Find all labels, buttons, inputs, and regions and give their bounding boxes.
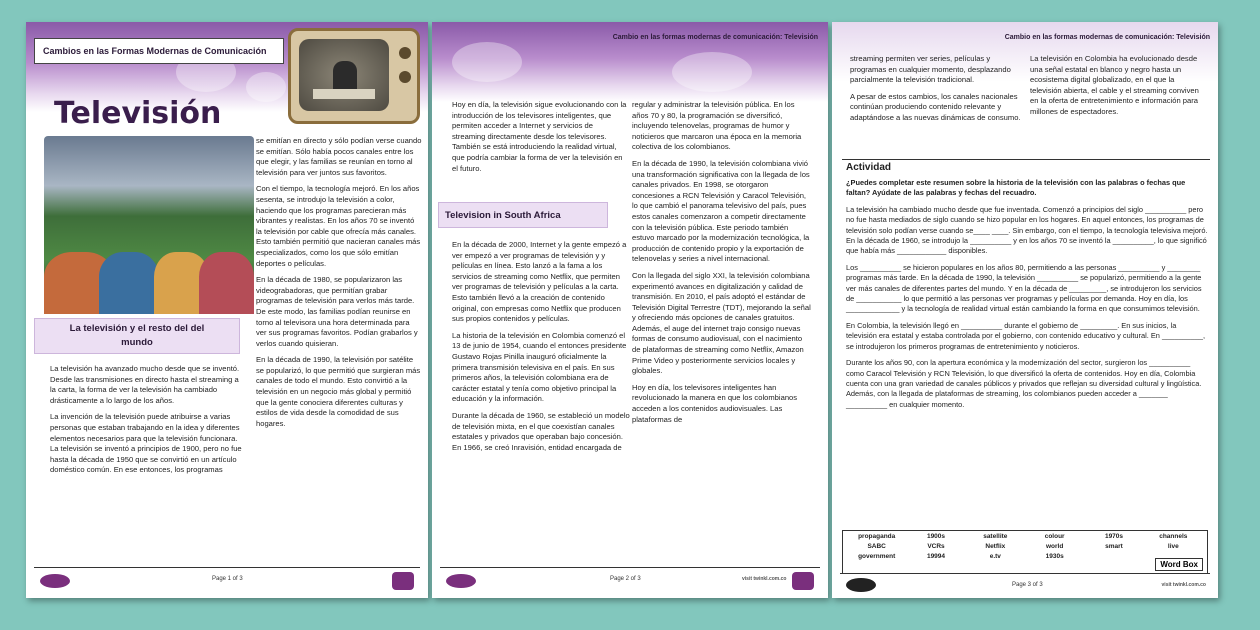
family-watching-tv-image — [44, 136, 254, 314]
word-box-item: 1930s — [1045, 553, 1064, 560]
word-box-item: SABC — [867, 543, 886, 550]
word-box-item: live — [1167, 543, 1179, 550]
paragraph: La historia de la televisión en Colombia comenzó el 13 de junio de 1954, cuando el entonces presidente Gustavo Rojas Pinilla inauguró oficialmente la primera transmisión televisiva en el país. En sus primeros años, la televisión colombiana era de carácter estatal y tenía como objetivo principal la educación y la información. — [452, 330, 627, 404]
column-left — [452, 100, 628, 180]
page-2 — [432, 22, 828, 598]
paragraph: Hoy en día, la televisión sigue evolucionando con la introducción de los televisores inteligentes, que permiten acceder a Internet y servicios de streaming directamente desde los televisores. También se está introduciendo la realidad virtual, que podría cambiar la forma de ver la televisión en el futuro. — [452, 100, 627, 173]
paragraph: La televisión en Colombia ha evolucionado desde una señal estatal en blanco y negro hasta un ecosistema digital globalizado, en el que la televisión abierta, el cable y el streaming conviven en la oferta de entretenimiento e información para millones de espectadores. — [1030, 54, 1199, 116]
column-right — [256, 136, 422, 435]
twinkl-logo-icon — [40, 574, 70, 588]
paragraph: La televisión ha avanzado mucho desde que se inventó. Desde las transmisiones en directo hasta el streaming a la carta, la forma de ver la televisión ha cambiado drásticamente a lo largo de los años. — [50, 364, 240, 405]
word-box-item: e.tv — [989, 553, 1001, 560]
series-title-box: Cambios en las Formas Modernas de Comunicación — [34, 38, 284, 64]
word-box-item: 1970s — [1104, 533, 1124, 540]
word-box-item: 1900s — [926, 533, 946, 540]
word-box-item: satellite — [983, 533, 1008, 540]
page-1 — [26, 22, 428, 598]
column-right — [632, 100, 812, 431]
footer-url: visit twinkl.com.co — [742, 576, 787, 582]
paragraph: En la década de 1980, se popularizaron las videograbadoras, que permitían grabar programas de televisión para verlos más tarde. De este modo, las familias podían reunirse en torno al televisora una hora determinada para ver sus programas favoritos. Podían grabarlos y verlos cuando quisieran. — [256, 275, 418, 348]
paragraph: En la década de 1990, la televisión por satélite se popularizó, lo que permitió que surgieran más canales de todo el mundo. Esto convirtió a la televisión en un negocio más global y permitió que la gente conociera diferentes culturas y estilos de vida desde la comodidad de sus hogares. — [256, 355, 421, 428]
paragraph: La invención de la televisión puede atribuirse a varias personas que estaban trabajando en la idea y diferentes elementos necesarios para que la televisión funcionara. La televisión se inventó a principios de 1900, pero no fue hasta la década de 1950 que se convirtió en un artículo doméstico común. En ese entonces, los programas — [50, 412, 242, 475]
word-box-item: world — [1045, 543, 1064, 550]
word-box-item: government — [858, 553, 896, 560]
section-heading: La televisión y el resto del del mundo — [34, 318, 240, 354]
paragraph: En la década de 2000, Internet y la gente empezó a ver empezó a ver programas de televisión y y películas en línea. Esto lanzó a la fama a los servicios de streaming como Netflix, que permiten ver programas de televisión y películas a la carta. Esto también llevó a la creación de contenido original, con empresas como Netflix que producen sus propios contenidos y películas. — [452, 240, 627, 324]
paragraph: Los __________ se hicieron populares en los años 80, permitiendo a las personas __________ y ________ programas más tarde. En la década de 1990, la televisión __________ se popularizó, permitiendo a la gente ver más canales de diferentes partes del mundo. Y en la década de _________, se introdujeron los servicios de ___________ lo que permitió a las personas ver programas y películas por demanda. Hoy en día, los _____________ y la tecnología de realidad virtual están cambiando la forma en que consumimos televisión. — [846, 262, 1202, 314]
paragraph: Durante la década de 1960, se estableció un modelo de televisión mixta, en el que coexistían canales estatales y privados que operaban bajo concesión. En 1966, se creó Inravisión, entidad encargada de — [452, 410, 630, 452]
page-3 — [832, 22, 1218, 598]
paragraph: streaming permiten ver series, películas y programas en cualquier momento, desplazando parcialmente la televisión tradicional. — [850, 54, 1011, 85]
paragraph: Hoy en día, los televisores inteligentes han revolucionado la manera en que los colombianos acceden a los contenidos audiovisuales. Las plataformas de — [632, 382, 798, 424]
paragraph: En Colombia, la televisión llegó en __________ durante el gobierno de _________. En sus inicios, la televisión era estatal y estaba controlada por el gobierno, con contenido educativo y cultural. En __________, se introdujeron los primeros programas de entretenimiento y noticieros. — [846, 320, 1206, 351]
word-box-label: Word Box — [1155, 558, 1203, 571]
brand-badge-icon — [792, 572, 814, 590]
activity-body — [846, 178, 1208, 416]
twinkl-logo-icon — [846, 578, 876, 592]
running-header: Cambio en las formas modernas de comunicación: Televisión — [1004, 34, 1210, 41]
column-left-lower — [452, 240, 630, 459]
word-box-item: Netflix — [985, 543, 1006, 550]
column-left — [50, 364, 246, 482]
page-number: Page 2 of 3 — [610, 576, 641, 582]
paragraph: Durante los años 90, con la apertura económica y la modernización del sector, surgieron los __________ como Caracol Televisión y RCN Televisión, lo que diversificó la oferta de contenidos. Hoy en día, Colombia cuenta con una gran variedad de canales públicos y privados que reflejan su diversidad cultural y lingüística. Además, con la llegada de plataformas de streaming, los colombianos pueden acceder a _______ __________ en cualquier momento. — [846, 358, 1202, 409]
paragraph: La televisión ha cambiado mucho desde que fue inventada. Comenzó a principios del siglo __________ pero no fue hasta mediados de siglo cuando se hizo popular en los hogares. En aquel entonces, los programas de televisión solo podían verse cuando se____ ____. Sin embargo, con el tiempo, la tecnología televisiva mejoró. En la década de 1960, se introdujo la __________ y en los años 70 se inventó la __________, lo que significó que había más ____________ disponibles. — [846, 204, 1208, 256]
word-box — [842, 530, 1208, 574]
column-right — [1030, 54, 1206, 124]
activity-question: ¿Puedes completar este resumen sobre la historia de la televisión con las palabras o fechas que faltan? Ayúdate de las palabras y fechas del recuadro. — [846, 178, 1186, 198]
paragraph: se emitían en directo y sólo podían verse cuando se emitían. Sólo había pocos canales entre los que elegir, y las familias se reunían en torno al televisión para ver juntos sus favoritos. — [256, 136, 422, 177]
word-box-item: colour — [1044, 533, 1065, 540]
paragraph: regular y administrar la televisión pública. En los años 70 y 80, la programación se diversificó, incluyendo telenovelas, programas de humor y noticieros que marcaron una época en la memoria colectiva de los colombianos. — [632, 100, 802, 152]
word-box-item: channels — [1159, 533, 1188, 540]
retro-tv-image — [288, 28, 420, 124]
twinkl-logo-icon — [446, 574, 476, 588]
activity-title: Actividad — [846, 162, 892, 173]
footer-url: visit twinkl.com.co — [1161, 582, 1206, 588]
brand-badge-icon — [392, 572, 414, 590]
paragraph: A pesar de estos cambios, los canales nacionales continúan produciendo contenido relevante y adaptándose a las nuevas dinámicas de consumo. — [850, 91, 1021, 122]
page-number: Page 3 of 3 — [1012, 582, 1043, 588]
column-left — [850, 54, 1022, 130]
running-header: Cambio en las formas modernas de comunicación: Televisión — [612, 34, 818, 41]
word-box-item: VCRs — [927, 543, 945, 550]
word-box-item: propaganda — [858, 533, 896, 540]
paragraph: Con la llegada del siglo XXI, la televisión colombiana experimentó avances en digitalización y calidad de transmisión. En 2010, el país adoptó el estándar de Televisión Digital Terrestre (TDT), mejorando la señal y ofreciendo más opciones de canales gratuitos. Además, el auge del internet trajo consigo nuevas formas de consumo audiovisual, con el nacimiento de plataformas de streaming como Netflix, Amazon Prime Video y posteriormente servicios locales y globales. — [632, 270, 811, 376]
word-box-item: 19994 — [926, 553, 946, 560]
paragraph: Con el tiempo, la tecnología mejoró. En los años sesenta, se introdujo la televisión a color, haciendo que los programas parecieran más vibrantes y realistas. En los años 70 se inventó la televisión por cable que ofrecía más canales. Esto también permitió que nacieran canales más especializados, como los que sólo emitían deportes o películas. — [256, 184, 421, 268]
paragraph: En la década de 1990, la televisión colombiana vivió una transformación significativa con la llegada de los canales privados. En 1998, se otorgaron concesiones a RCN Televisión y Caracol Televisión, lo que cambió el panorama televisivo del país, pues estos canales comenzaron a competir directamente con la televisión pública. Este periodo también estuvo marcado por la modernización tecnológica, la producción de contenido propio y la exportación de telenovelas y series a nivel internacional. — [632, 158, 810, 264]
word-box-item: smart — [1105, 543, 1123, 550]
section-heading: Television in South Africa — [438, 202, 608, 228]
page-title: Televisión — [54, 96, 222, 131]
page-number: Page 1 of 3 — [212, 576, 243, 582]
